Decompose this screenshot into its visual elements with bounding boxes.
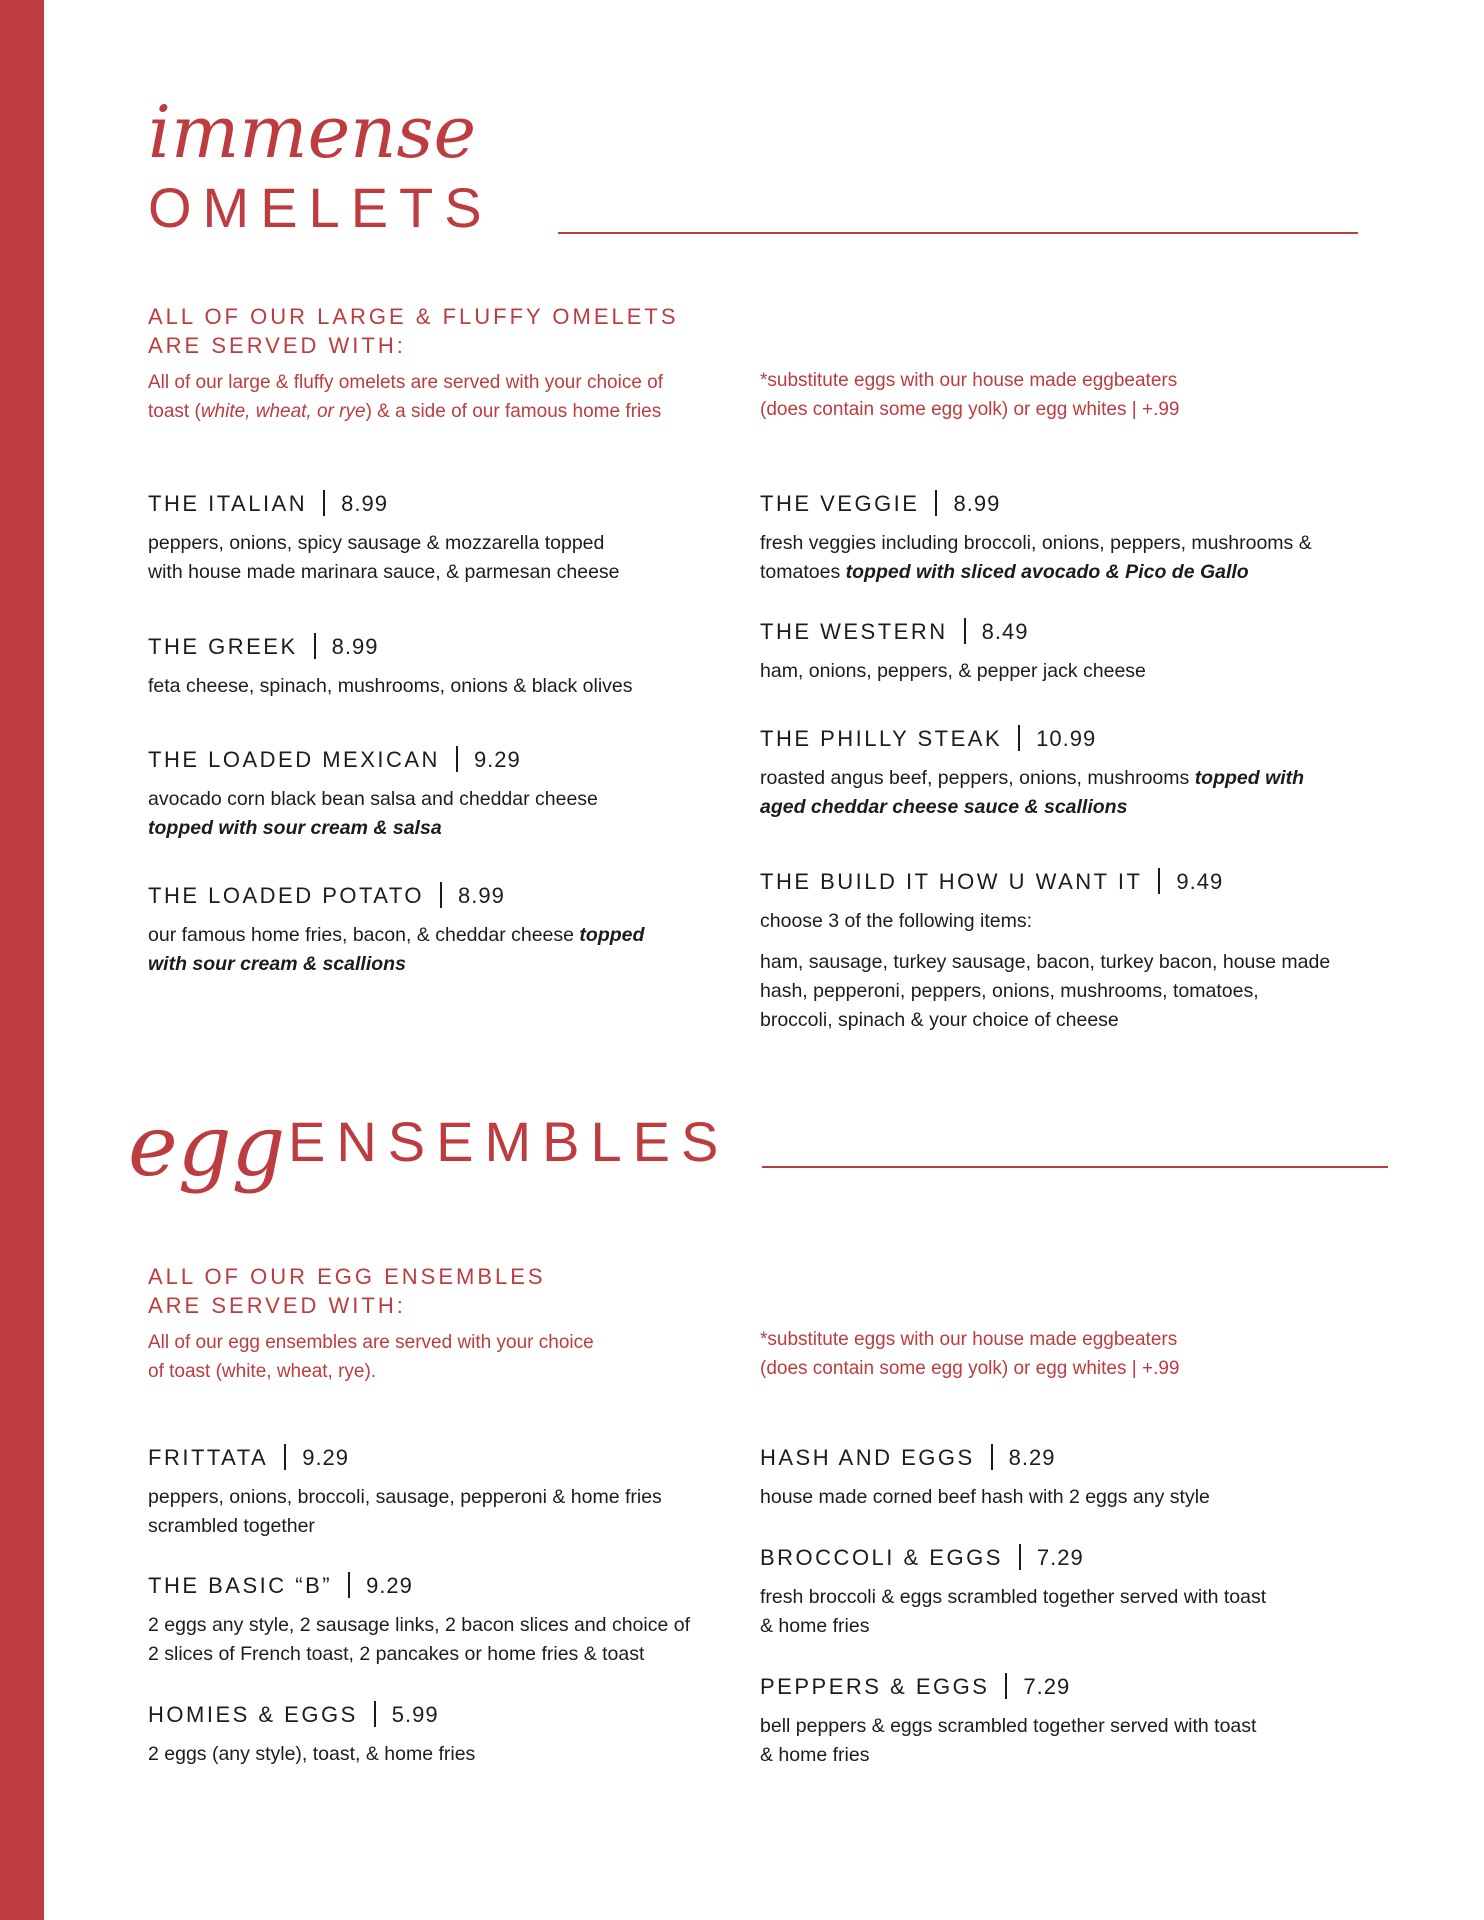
menu-item-greek [148, 633, 738, 701]
ensembles-title: ENSEMBLES [288, 1110, 730, 1173]
menu-item-veggie [760, 490, 1390, 587]
menu-item-hash-and-eggs [760, 1444, 1390, 1512]
item-description: choose 3 of the following items: ham, sausage, turkey sausage, bacon, turkey bacon, house made hash, pepperoni, peppers, onions, mushrooms, tomatoes, broccoli, spinach & your choice of cheese [760, 910, 1331, 1031]
item-price: 9.29 [366, 1573, 413, 1598]
item-price: 8.99 [953, 491, 1001, 516]
ensembles-note-line-1: *substitute eggs with our house made eggbeaters [760, 1329, 1178, 1350]
item-title: THE LOADED MEXICAN 9.29 [148, 747, 521, 772]
item-description: our famous home fries, bacon, & cheddar cheese topped with sour cream & scallions [148, 924, 645, 975]
item-description: peppers, onions, broccoli, sausage, pepperoni & home fries scrambled together [148, 1486, 662, 1537]
item-title: THE BASIC “B” 9.29 [148, 1573, 413, 1598]
omelets-title: OMELETS [148, 176, 493, 239]
omelets-note-line-1: *substitute eggs with our house made eggbeaters [760, 370, 1178, 391]
omelets-note-line-2: (does contain some egg yolk) or egg whites | +.99 [760, 399, 1180, 420]
menu-item-peppers-eggs [760, 1673, 1390, 1770]
menu-item-western [760, 618, 1390, 686]
item-title: THE WESTERN 8.49 [760, 619, 1029, 644]
omelets-served-heading-1: ALL OF OUR LARGE & FLUFFY OMELETS [148, 304, 679, 329]
menu-item-homies [148, 1701, 748, 1769]
item-title: PEPPERS & EGGS 7.29 [760, 1674, 1071, 1699]
item-description: fresh veggies including broccoli, onions, peppers, mushrooms & tomatoes topped with sliced avocado & Pico de Gallo [760, 532, 1312, 583]
omelets-served-text-2: toast (white, wheat, or rye) & a side of our famous home fries [148, 401, 662, 422]
item-description: 2 eggs any style, 2 sausage links, 2 bacon slices and choice of 2 slices of French toast, 2 pancakes or home fries & toast [148, 1614, 690, 1665]
ensembles-served-heading-1: ALL OF OUR EGG ENSEMBLES [148, 1264, 546, 1289]
omelets-title-rule [558, 232, 1358, 234]
item-description: bell peppers & eggs scrambled together served with toast & home fries [760, 1715, 1257, 1766]
item-price: 8.99 [341, 491, 388, 516]
item-description: feta cheese, spinach, mushrooms, onions & black olives [148, 675, 633, 697]
ensembles-script-word: egg [128, 1097, 286, 1195]
menu-item-loaded-mexican [148, 746, 738, 843]
item-price: 5.99 [391, 1702, 439, 1727]
item-description: fresh broccoli & eggs scrambled together served with toast & home fries [760, 1586, 1267, 1637]
item-price: 7.29 [1023, 1674, 1071, 1699]
item-title: THE BUILD IT HOW U WANT IT 9.49 [760, 869, 1224, 894]
left-accent-bar [0, 0, 44, 1920]
ensembles-substitute-note [760, 1325, 1360, 1383]
item-title: THE VEGGIE 8.99 [760, 491, 1001, 516]
item-description: roasted angus beef, peppers, onions, mushrooms topped with aged cheddar cheese sauce & scallions [760, 767, 1305, 818]
item-price: 7.29 [1036, 1545, 1084, 1570]
ensembles-served-heading-2: ARE SERVED WITH: [148, 1293, 406, 1318]
item-description: ham, onions, peppers, & pepper jack cheese [760, 660, 1146, 682]
item-price: 9.29 [473, 747, 521, 772]
ensembles-served-block [148, 1262, 748, 1386]
item-title: THE ITALIAN 8.99 [148, 491, 388, 516]
ensembles-note-line-2: (does contain some egg yolk) or egg whites | +.99 [760, 1358, 1180, 1379]
menu-item-frittata [148, 1444, 748, 1541]
omelets-served-heading-2: ARE SERVED WITH: [148, 333, 406, 358]
item-description: peppers, onions, spicy sausage & mozzarella topped with house made marinara sauce, & parmesan cheese [148, 532, 620, 583]
item-price: 8.99 [331, 634, 379, 659]
omelets-substitute-note [760, 366, 1360, 424]
item-title: THE LOADED POTATO 8.99 [148, 883, 505, 908]
item-title: HASH AND EGGS 8.29 [760, 1445, 1056, 1470]
item-price: 10.99 [1036, 726, 1097, 751]
item-price: 8.29 [1008, 1445, 1056, 1470]
menu-item-philly-steak [760, 725, 1390, 822]
ensembles-served-text-2: of toast (white, wheat, rye). [148, 1361, 377, 1382]
item-title: HOMIES & EGGS 5.99 [148, 1702, 439, 1727]
item-title: THE PHILLY STEAK 10.99 [760, 726, 1097, 751]
item-price: 8.49 [981, 619, 1029, 644]
menu-item-build-it [760, 868, 1390, 1035]
menu-item-loaded-potato [148, 882, 738, 979]
item-title: BROCCOLI & EGGS 7.29 [760, 1545, 1084, 1570]
menu-item-basic-b [148, 1572, 748, 1669]
menu-item-italian [148, 490, 738, 587]
omelets-served-block [148, 302, 748, 426]
item-title: FRITTATA 9.29 [148, 1445, 350, 1470]
item-price: 9.49 [1176, 869, 1224, 894]
item-description: 2 eggs (any style), toast, & home fries [148, 1743, 476, 1765]
menu-item-broccoli-eggs [760, 1544, 1390, 1641]
item-price: 9.29 [302, 1445, 350, 1470]
item-price: 8.99 [457, 883, 505, 908]
omelets-served-text-1: All of our large & fluffy omelets are served with your choice of [148, 372, 664, 393]
item-title: THE GREEK 8.99 [148, 634, 379, 659]
item-description: avocado corn black bean salsa and cheddar cheese topped with sour cream & salsa [148, 788, 598, 839]
ensembles-served-text-1: All of our egg ensembles are served with your choice [148, 1332, 594, 1353]
item-description: house made corned beef hash with 2 eggs any style [760, 1486, 1210, 1508]
omelets-script-word: immense [148, 90, 477, 174]
ensembles-title-rule [762, 1166, 1388, 1168]
